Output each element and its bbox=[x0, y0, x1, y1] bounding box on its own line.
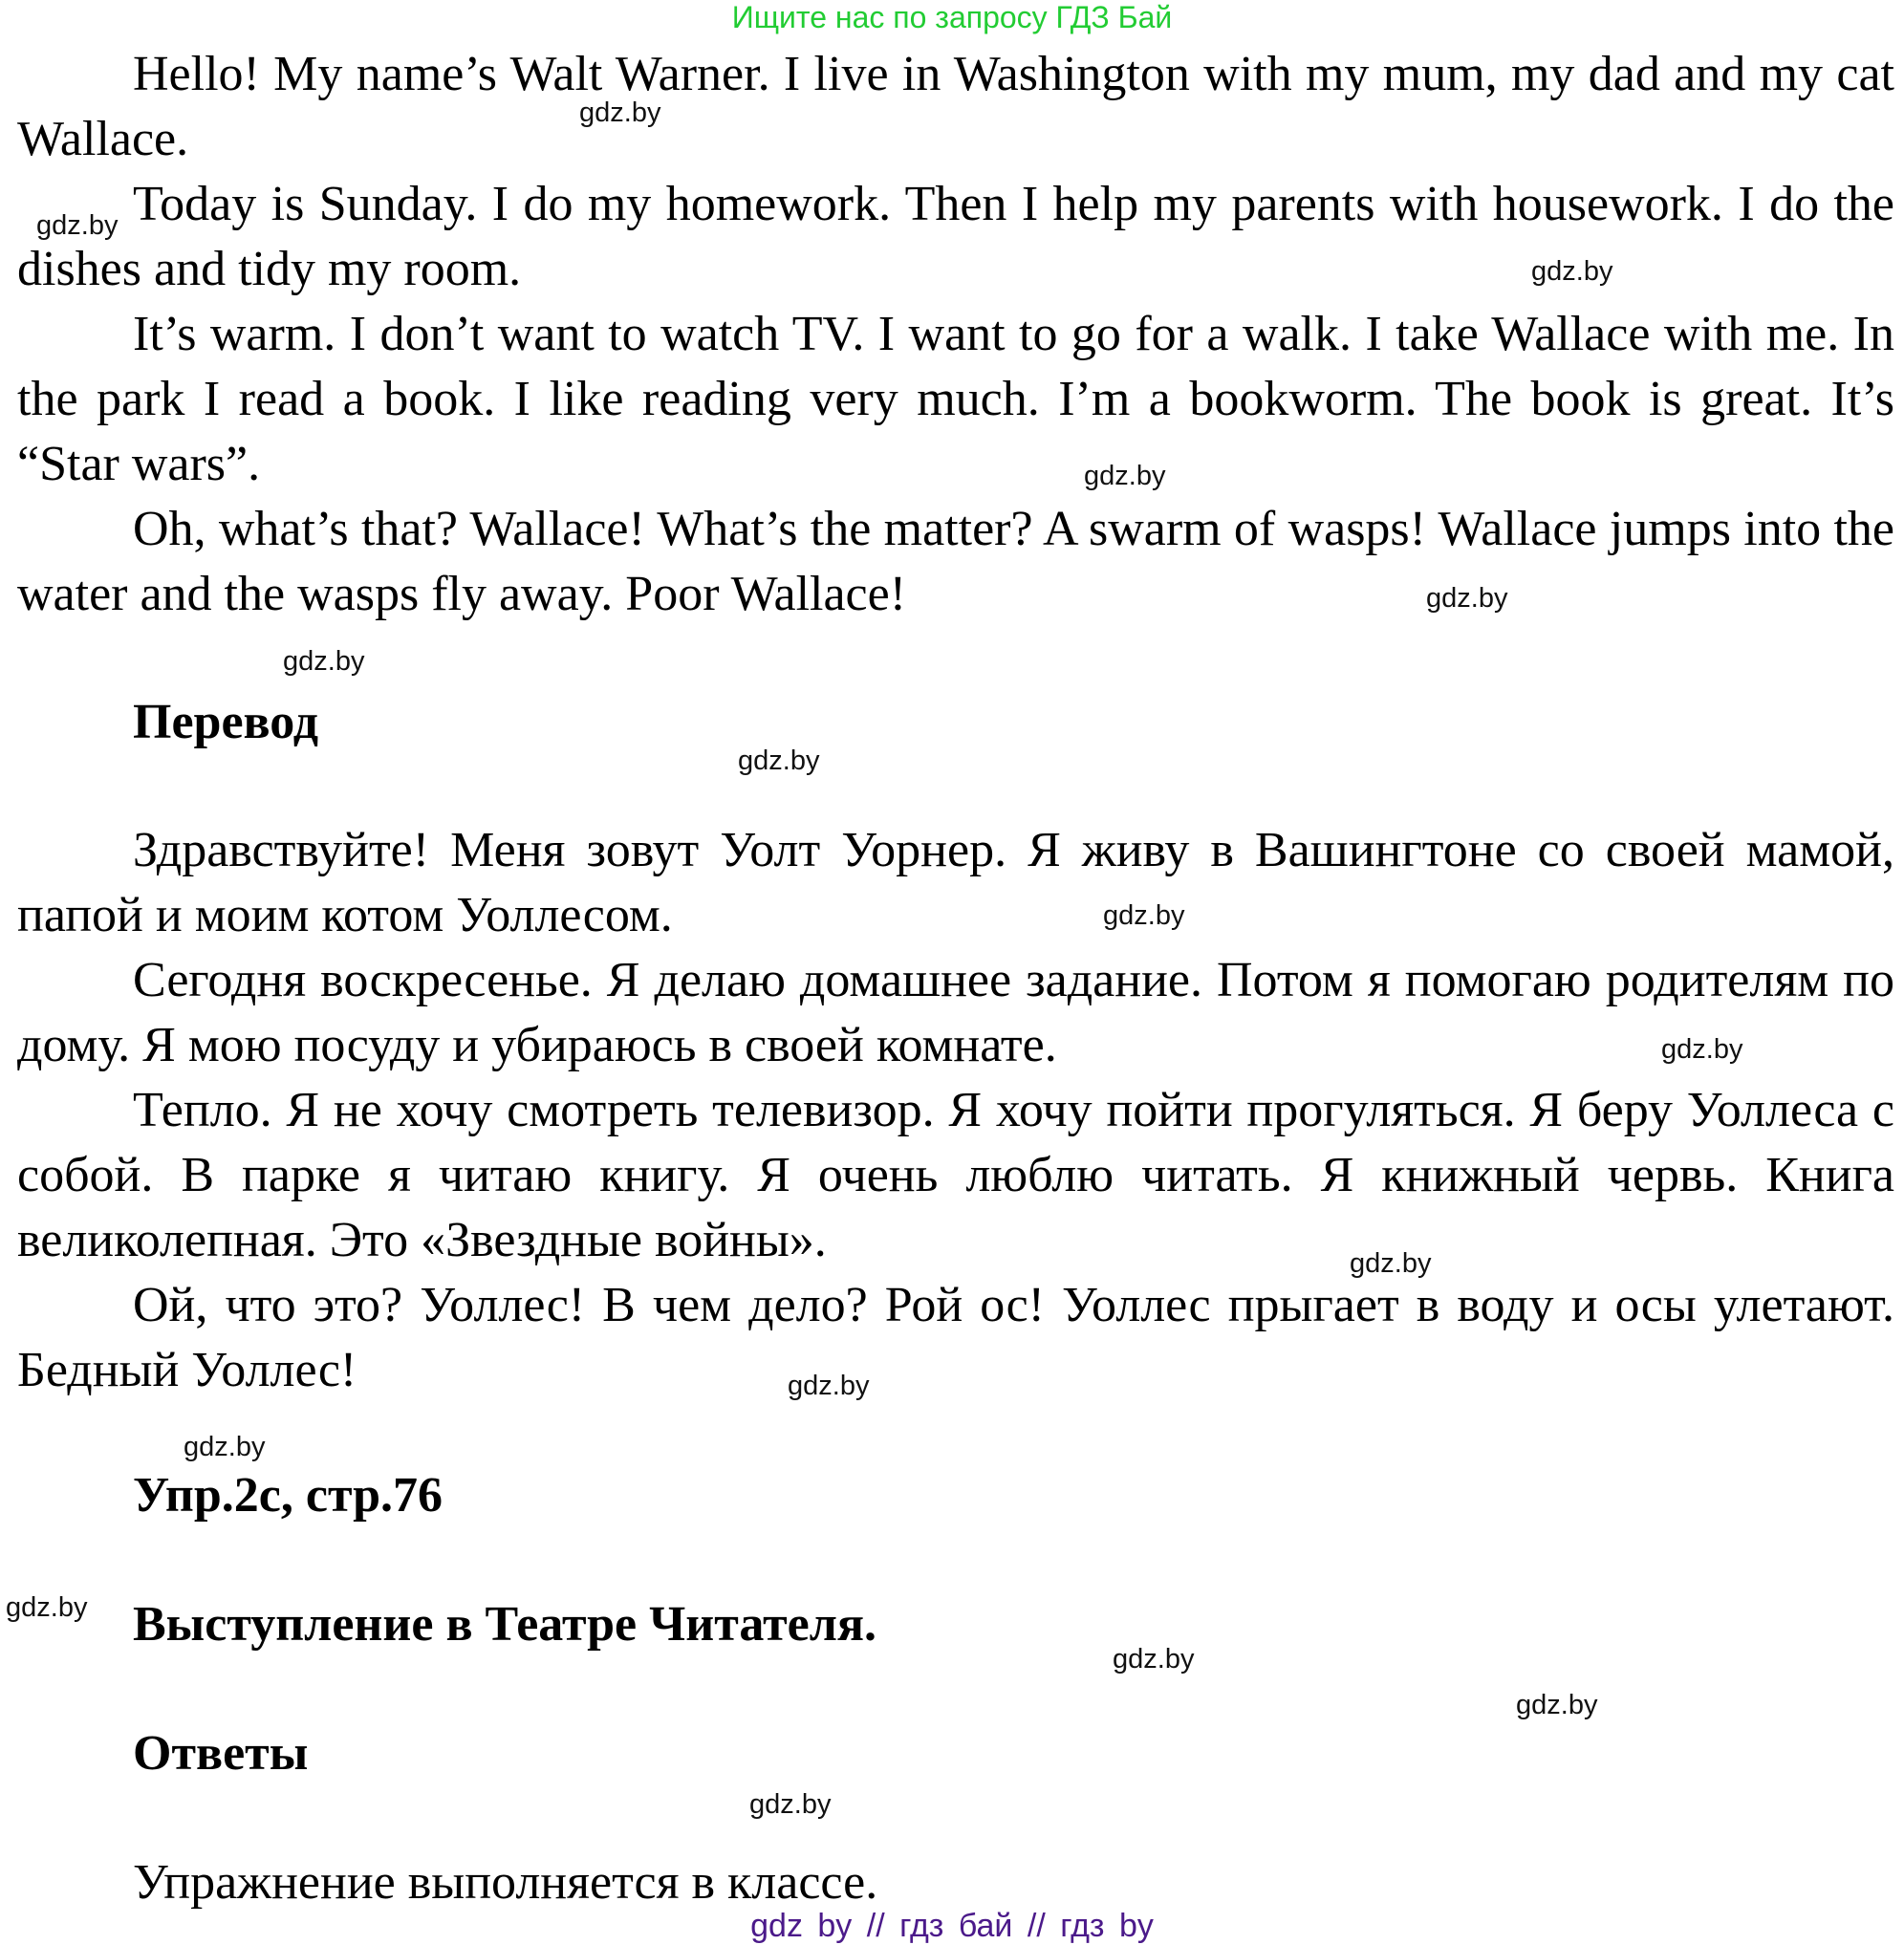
watermark: gdz.by bbox=[788, 1371, 870, 1401]
watermark: gdz.by bbox=[184, 1432, 266, 1462]
paragraph-en-3: It’s warm. I don’t want to watch TV. I want to go for a walk. I take Wallace with me. In the park I read a book. I like reading very much. I’m a bookworm. The book is great. It’s “Star wars”. bbox=[17, 307, 1894, 491]
paragraph-ru-4: Ой, что это? Уоллес! В чем дело? Рой ос! Уоллес прыгает в воду и осы улетают. Бедный Уоллес! bbox=[17, 1278, 1894, 1397]
task-title: Выступление в Театре Читателя. bbox=[133, 1597, 877, 1652]
paragraph-en-2: Today is Sunday. I do my homework. Then I help my parents with housework. I do the dishes and tidy my room. bbox=[17, 177, 1894, 296]
watermark: gdz.by bbox=[6, 1592, 88, 1623]
answer-text: Упражнение выполняется в классе. bbox=[133, 1855, 878, 1910]
watermark: gdz.by bbox=[738, 746, 820, 776]
paragraph-en-4: Oh, what’s that? Wallace! What’s the matter? A swarm of wasps! Wallace jumps into the water and the wasps fly away. Poor Wallace! bbox=[17, 502, 1894, 621]
exercise-heading: Упр.2с, стр.76 bbox=[133, 1468, 444, 1523]
paragraph-ru-1: Здравствуйте! Меня зовут Уолт Уорнер. Я живу в Вашингтоне со своей мамой, папой и моим котом Уоллесом. bbox=[17, 823, 1894, 942]
watermark: gdz.by bbox=[1516, 1690, 1598, 1720]
watermark: gdz.by bbox=[1113, 1644, 1195, 1675]
watermark: gdz.by bbox=[1426, 583, 1508, 614]
watermark: gdz.by bbox=[1661, 1034, 1743, 1065]
paragraph-en-1: Hello! My name’s Walt Warner. I live in Washington with my mum, my dad and my cat Wallace. bbox=[17, 47, 1894, 166]
paragraph-ru-3: Тепло. Я не хочу смотреть телевизор. Я хочу пойти прогуляться. Я беру Уоллеса с собой. В парке я читаю книгу. Я очень люблю читать. Я книжный червь. Книга великолепная. Это «Звездные войны». bbox=[17, 1083, 1894, 1267]
watermark: gdz.by bbox=[1350, 1248, 1432, 1279]
site-search-banner: Ищите нас по запросу ГДЗ Бай bbox=[731, 0, 1173, 34]
site-footer-banner: gdz by // гдз бай // гдз by bbox=[750, 1908, 1154, 1944]
english-text-section bbox=[17, 42, 1894, 627]
russian-translation-section bbox=[17, 818, 1894, 1403]
watermark: gdz.by bbox=[36, 210, 119, 241]
watermark: gdz.by bbox=[749, 1789, 832, 1820]
watermark: gdz.by bbox=[1531, 256, 1613, 287]
watermark: gdz.by bbox=[579, 97, 661, 128]
translation-heading: Перевод bbox=[133, 695, 319, 749]
paragraph-ru-2: Сегодня воскресенье. Я делаю домашнее задание. Потом я помогаю родителям по дому. Я мою посуду и убираюсь в своей комнате. bbox=[17, 953, 1894, 1072]
watermark: gdz.by bbox=[1084, 461, 1166, 491]
watermark: gdz.by bbox=[1103, 900, 1185, 931]
answers-heading: Ответы bbox=[133, 1726, 309, 1781]
watermark: gdz.by bbox=[283, 646, 365, 677]
